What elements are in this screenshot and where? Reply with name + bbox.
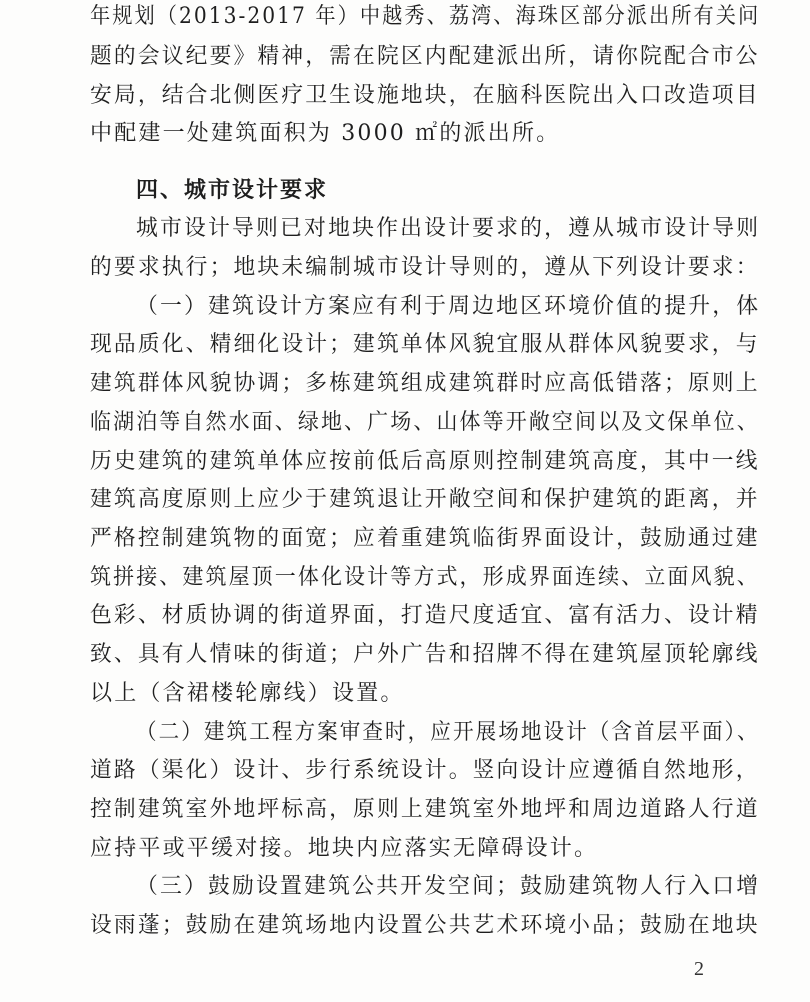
text-line: 建筑高度原则上应少于建筑退让开敞空间和保护建筑的距离，并 [90, 487, 760, 512]
text-line: 严格控制建筑物的面宽；应着重建筑临街界面设计，鼓励通过建 [90, 526, 760, 551]
text-line: 控制建筑室外地坪标高，原则上建筑室外地坪和周边道路人行道 [90, 797, 760, 822]
text-line: 中配建一处建筑面积为 3000 ㎡的派出所。 [90, 121, 561, 146]
text-line: （二）建筑工程方案审查时，应开展场地设计（含首层平面）、 [136, 720, 760, 745]
text-line: （三）鼓励设置建筑公共开发空间；鼓励建筑物人行入口增 [136, 874, 761, 899]
text-line: 以上（含裙楼轮廓线）设置。 [90, 681, 405, 706]
text-line: 建筑群体风貌协调；多栋建筑组成建筑群时应高低错落；原则上 [90, 371, 760, 396]
text-line: 临湖泊等自然水面、绿地、广场、山体等开敞空间以及文保单位、 [90, 410, 760, 435]
text-line: 现品质化、精细化设计；建筑单体风貌宜服从群体风貌要求，与 [90, 332, 760, 357]
text-line: 色彩、材质协调的街道界面，打造尺度适宜、富有活力、设计精 [90, 603, 760, 628]
text-line: 道路（渠化）设计、步行系统设计。竖向设计应遵循自然地形， [90, 758, 760, 783]
text-line: 城市设计导则已对地块作出设计要求的，遵从城市设计导则 [136, 216, 761, 241]
text-line: 设雨蓬；鼓励在建筑场地内设置公共艺术环境小品；鼓励在地块 [90, 913, 760, 938]
section-heading: 四、城市设计要求 [136, 178, 329, 203]
text-line: 年规划（2013-2017 年）中越秀、荔湾、海珠区部分派出所有关问 [90, 4, 761, 29]
text-line: 安局，结合北侧医疗卫生设施地块，在脑科医院出入口改造项目 [90, 83, 760, 108]
text-line: 致、具有人情味的街道；户外广告和招牌不得在建筑屋顶轮廓线 [90, 642, 760, 667]
text-line: （一）建筑设计方案应有利于周边地区环境价值的提升，体 [136, 294, 761, 319]
text-line: 筑拼接、建筑屋顶一体化设计等方式，形成界面连续、立面风貌、 [90, 565, 760, 590]
text-line: 的要求执行；地块未编制城市设计导则的，遵从下列设计要求： [90, 255, 760, 280]
text-line: 题的会议纪要》精神，需在院区内配建派出所，请你院配合市公 [90, 44, 760, 69]
text-line: 历史建筑的建筑单体应按前低后高原则控制建筑高度，其中一线 [90, 449, 760, 474]
page-number: 2 [694, 958, 704, 980]
text-line: 应持平或平缓对接。地块内应落实无障碍设计。 [90, 836, 599, 861]
